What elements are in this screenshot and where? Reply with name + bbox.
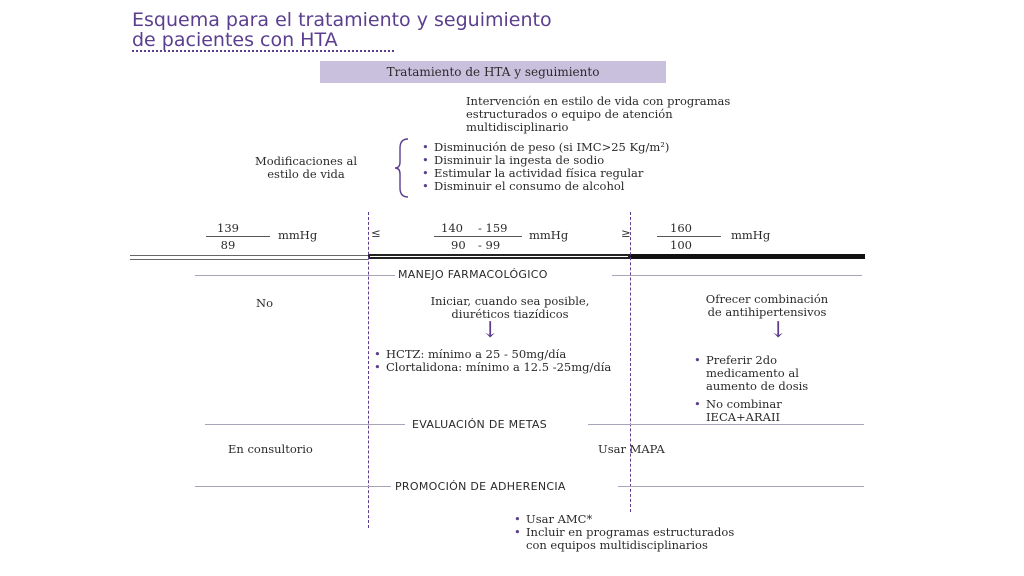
pharma-right-line: de antihipertensivos [707,305,827,319]
page-title [132,10,732,50]
lifestyle-intro [466,95,826,134]
pharma-mid-line: Iniciar, cuando sea posible, [430,294,590,308]
pharma-mid-list [374,348,674,374]
adherence-label: PROMOCIÓN DE ADHERENCIA [395,480,566,493]
bp-high-num: 160 [670,221,692,235]
list-item: • Disminución de peso (si IMC>25 Kg/m²) [422,141,782,154]
pharma-label: MANEJO FARMACOLÓGICO [398,268,548,281]
goals-rule-left [205,424,405,425]
list-item: • Disminuir el consumo de alcohol [422,180,782,193]
pharma-right-text [672,293,862,319]
bp-low-num: 139 [217,221,239,235]
bp-ge-symbol: ≥ [621,226,631,240]
list-item-line: IECA+ARAII [706,410,781,424]
scale-bar-mid [368,254,630,259]
title-underline [132,50,394,52]
bp-low-fraction-line [206,236,270,237]
list-item: • HCTZ: mínimo a 25 - 50mg/día [374,348,674,361]
list-item: • Disminuir la ingesta de sodio [422,154,782,167]
header-box: Tratamiento de HTA y seguimiento [320,61,666,83]
title-line-1: Esquema para el tratamiento y seguimiento [132,9,552,31]
pharma-left-text: No [256,296,273,310]
scale-bar-low-top [130,255,368,256]
bp-mid-num1: 140 [441,221,463,235]
goals-left-text: En consultorio [228,442,313,456]
down-arrow-icon: ↓ [769,318,788,343]
pharma-mid-line: diuréticos tiazídicos [451,307,569,321]
list-item [514,526,814,552]
brace-icon [394,138,410,198]
lifestyle-intro-line: estructurados o equipo de atención [466,107,673,121]
lifestyle-intro-line: Intervención en estilo de vida con programas [466,94,731,108]
list-item [694,354,864,393]
bp-high-fraction-line [657,236,721,237]
bp-mid-den1: 90 [451,238,466,252]
lifestyle-label-line: Modificaciones al [254,154,358,168]
title-line-2: de pacientes con HTA [132,29,338,51]
bp-low-den: 89 [220,238,236,252]
scale-bar-low-bottom [130,259,368,260]
bp-le-symbol: ≤ [371,226,381,240]
list-item-line: • No combinar [706,397,782,411]
list-item [694,398,864,424]
list-item: • Clortalidona: mínimo a 12.5 -25mg/día [374,361,674,374]
bp-mid-unit: mmHg [529,228,569,242]
pharma-rule-left [195,275,395,276]
pharma-right-list [694,354,864,424]
bp-mid-num2: - 159 [478,221,508,235]
bp-low-unit: mmHg [278,228,318,242]
goals-right-text: Usar MAPA [598,442,665,456]
pharma-mid-text [390,295,630,321]
lifestyle-label-line: estilo de vida [267,167,345,181]
goals-label: EVALUACIÓN DE METAS [412,418,547,431]
pharma-rule-right [612,275,862,276]
bp-mid-fraction-line [434,236,522,237]
lifestyle-label [236,155,376,181]
adherence-rule-right [618,486,864,487]
adherence-rule-left [195,486,391,487]
list-item: • Estimular la actividad física regular [422,167,782,180]
bp-high-den: 100 [670,238,692,252]
down-arrow-icon: ↓ [481,318,500,343]
bp-high-unit: mmHg [731,228,771,242]
list-item-line: • Incluir en programas estructurados [526,525,735,539]
list-item-line: • Usar AMC* [526,512,593,526]
list-item-line: • Preferir 2do [706,353,778,367]
list-item-line: medicamento al [706,366,799,380]
adherence-list [514,513,814,552]
bp-mid-den2: - 99 [478,238,501,252]
lifestyle-intro-line: multidisciplinario [466,120,569,134]
list-item-line: aumento de dosis [706,379,809,393]
pharma-right-line: Ofrecer combinación [705,292,829,306]
goals-rule-right [588,424,864,425]
divider-left [368,212,369,528]
lifestyle-list [422,141,782,193]
scale-bar-high [630,254,865,259]
list-item-line: con equipos multidisciplinarios [526,538,708,552]
